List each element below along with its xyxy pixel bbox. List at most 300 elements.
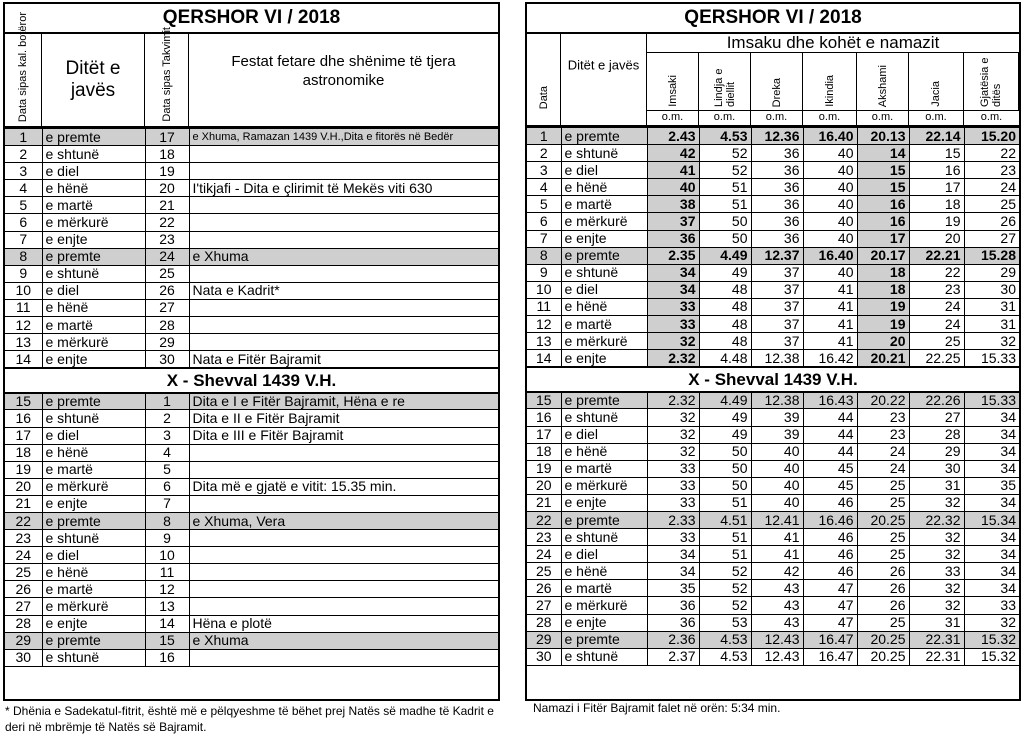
time-cell: 25 [857, 614, 909, 631]
time-cell: 51 [699, 546, 751, 563]
date-cell: 19 [527, 460, 561, 477]
table-row [527, 631, 1019, 648]
date-cell: 7 [5, 231, 42, 248]
calendar-table [5, 128, 498, 667]
time-cell: 32 [909, 597, 964, 614]
time-cell: 46 [803, 546, 857, 563]
time-cell: 15 [857, 179, 909, 196]
table-row [5, 581, 498, 598]
table-row [527, 196, 1019, 213]
table-row [527, 145, 1019, 162]
date-cell: 12 [527, 316, 561, 333]
note-cell [189, 197, 498, 214]
time-cell: 41 [647, 162, 699, 179]
note-cell [189, 214, 498, 231]
weekday-cell: e hënë [561, 443, 647, 460]
time-cell: 12.36 [751, 128, 803, 145]
weekday-cell: e diel [42, 547, 145, 564]
time-cell: 24 [964, 179, 1019, 196]
table-row [5, 393, 498, 410]
unit-label: o.m. [803, 111, 857, 125]
note-cell [189, 547, 498, 564]
weekday-cell: e premte [42, 512, 145, 529]
weekday-cell: e enjte [42, 495, 145, 512]
table-row [527, 350, 1019, 367]
table-row [5, 598, 498, 615]
unit-label: o.m. [857, 111, 909, 125]
date-cell: 14 [527, 350, 561, 367]
weekday-cell: e shtunë [42, 265, 145, 282]
table-row [5, 282, 498, 299]
header-date [527, 34, 561, 125]
time-cell: 32 [964, 333, 1019, 350]
month-separator-label: X - Shevval 1439 V.H. [527, 367, 1019, 392]
note-cell [189, 299, 498, 316]
date-cell: 10 [527, 281, 561, 298]
time-cell: 42 [647, 145, 699, 162]
note-cell: Nata e Fitër Bajramit [189, 351, 498, 368]
time-cell: 52 [699, 145, 751, 162]
table-row [527, 264, 1019, 281]
takvim-date-cell: 27 [145, 299, 189, 316]
takvim-date-cell: 26 [145, 282, 189, 299]
takvim-date-cell: 5 [145, 461, 189, 478]
time-cell: 41 [751, 529, 803, 546]
time-cell: 49 [699, 426, 751, 443]
time-cell: 33 [647, 460, 699, 477]
time-cell: 12.38 [751, 392, 803, 409]
takvim-date-cell: 8 [145, 512, 189, 529]
time-cell: 20.21 [857, 350, 909, 367]
weekday-cell: e premte [42, 393, 145, 410]
time-cell: 4.49 [699, 392, 751, 409]
time-cell: 37 [647, 213, 699, 230]
time-cell: 38 [647, 196, 699, 213]
table-row [5, 530, 498, 547]
header-col-label: Dreka [770, 77, 783, 107]
date-cell: 28 [527, 614, 561, 631]
time-cell: 44 [803, 443, 857, 460]
date-cell: 26 [5, 581, 42, 598]
weekday-cell: e hënë [561, 179, 647, 196]
takvim-date-cell: 12 [145, 581, 189, 598]
date-cell: 6 [5, 214, 42, 231]
time-cell: 20 [857, 333, 909, 350]
time-cell: 30 [909, 460, 964, 477]
note-cell: Nata e Kadrit* [189, 282, 498, 299]
date-cell: 25 [527, 563, 561, 580]
time-cell: 49 [699, 264, 751, 281]
header-col-6 [964, 53, 1019, 111]
month-separator-label: X - Shevval 1439 V.H. [5, 368, 498, 393]
takvim-date-cell: 29 [145, 334, 189, 351]
time-cell: 28 [909, 426, 964, 443]
time-cell: 25 [857, 546, 909, 563]
note-cell [189, 649, 498, 666]
time-cell: 33 [647, 529, 699, 546]
weekday-cell: e shtunë [42, 530, 145, 547]
time-cell: 40 [803, 230, 857, 247]
table-row [527, 648, 1019, 665]
time-cell: 32 [909, 546, 964, 563]
time-cell: 31 [909, 477, 964, 494]
weekday-cell: e shtunë [42, 410, 145, 427]
time-cell: 40 [803, 179, 857, 196]
time-cell: 34 [964, 443, 1019, 460]
takvim-date-cell: 19 [145, 163, 189, 180]
table-row [527, 546, 1019, 563]
date-cell: 19 [5, 461, 42, 478]
time-cell: 40 [647, 179, 699, 196]
table-row [5, 410, 498, 427]
table-row [527, 409, 1019, 426]
takvim-date-cell: 21 [145, 197, 189, 214]
time-cell: 43 [751, 597, 803, 614]
prayer-times-table [527, 127, 1019, 666]
date-cell: 5 [527, 196, 561, 213]
weekday-cell: e diel [42, 282, 145, 299]
weekday-cell: e enjte [42, 615, 145, 632]
time-cell: 26 [964, 213, 1019, 230]
table-row [527, 426, 1019, 443]
time-cell: 51 [699, 494, 751, 511]
date-cell: 29 [5, 632, 42, 649]
time-cell: 24 [909, 298, 964, 315]
prayer-footnote: Namazi i Fitër Bajramit falet në orën: 5:34 min. [533, 701, 781, 715]
time-cell: 2.43 [647, 128, 699, 145]
time-cell: 27 [909, 409, 964, 426]
table-row [5, 299, 498, 316]
header-date-takvim [145, 27, 189, 126]
date-cell: 17 [5, 427, 42, 444]
time-cell: 50 [699, 230, 751, 247]
date-cell: 11 [527, 298, 561, 315]
time-cell: 22.21 [909, 247, 964, 264]
time-cell: 29 [909, 443, 964, 460]
time-cell: 48 [699, 333, 751, 350]
header-group: Imsaku dhe kohët e namazit [647, 34, 1019, 53]
time-cell: 34 [964, 546, 1019, 563]
time-cell: 15 [909, 145, 964, 162]
time-cell: 53 [699, 614, 751, 631]
note-cell [189, 163, 498, 180]
time-cell: 4.49 [699, 247, 751, 264]
weekday-cell: e premte [42, 129, 145, 146]
time-cell: 52 [699, 162, 751, 179]
time-cell: 34 [647, 546, 699, 563]
time-cell: 35 [964, 477, 1019, 494]
time-cell: 15.32 [964, 648, 1019, 665]
month-separator [527, 367, 1019, 392]
weekday-cell: e premte [42, 248, 145, 265]
table-row [527, 477, 1019, 494]
note-cell [189, 530, 498, 547]
time-cell: 50 [699, 443, 751, 460]
time-cell: 37 [751, 298, 803, 315]
weekday-cell: e hënë [42, 180, 145, 197]
prayer-times-header [527, 34, 1019, 127]
time-cell: 23 [857, 426, 909, 443]
header-date-calendar-label: Data sipas kal. botëror [17, 11, 29, 122]
time-cell: 25 [857, 477, 909, 494]
table-row [527, 230, 1019, 247]
unit-label: o.m. [647, 111, 699, 125]
date-cell: 27 [5, 598, 42, 615]
time-cell: 32 [909, 494, 964, 511]
time-cell: 2.32 [647, 350, 699, 367]
time-cell: 50 [699, 477, 751, 494]
note-cell: Dita e II e Fitër Bajramit [189, 410, 498, 427]
time-cell: 25 [909, 333, 964, 350]
time-cell: 16.46 [803, 511, 857, 528]
table-row [5, 461, 498, 478]
time-cell: 23 [857, 409, 909, 426]
weekday-cell: e martë [42, 581, 145, 598]
time-cell: 16.42 [803, 350, 857, 367]
time-cell: 25 [857, 494, 909, 511]
takvim-date-cell: 3 [145, 427, 189, 444]
time-cell: 35 [647, 580, 699, 597]
table-row [5, 248, 498, 265]
time-cell: 33 [647, 298, 699, 315]
weekday-cell: e hënë [42, 564, 145, 581]
weekday-cell: e martë [42, 197, 145, 214]
time-cell: 20 [909, 230, 964, 247]
date-cell: 24 [5, 547, 42, 564]
date-cell: 15 [5, 393, 42, 410]
time-cell: 12.41 [751, 511, 803, 528]
note-cell [189, 444, 498, 461]
calendar-panel [3, 2, 500, 701]
header-col-0 [647, 53, 699, 111]
date-cell: 20 [527, 477, 561, 494]
note-cell: e Xhuma, Ramazan 1439 V.H.,Dita e fitorës në Bedër [189, 129, 498, 146]
time-cell: 47 [803, 614, 857, 631]
time-cell: 34 [647, 563, 699, 580]
time-cell: 46 [803, 529, 857, 546]
time-cell: 12.43 [751, 631, 803, 648]
time-cell: 22.31 [909, 648, 964, 665]
time-cell: 37 [751, 281, 803, 298]
weekday-cell: e premte [561, 247, 647, 264]
time-cell: 40 [751, 477, 803, 494]
header-columns [647, 53, 1019, 125]
takvim-date-cell: 2 [145, 410, 189, 427]
time-cell: 32 [647, 426, 699, 443]
time-cell: 27 [964, 230, 1019, 247]
table-row [527, 128, 1019, 145]
time-cell: 20.25 [857, 648, 909, 665]
header-weekday-label: Ditët e javës [567, 57, 640, 73]
table-row [527, 213, 1019, 230]
time-cell: 31 [964, 316, 1019, 333]
table-row [527, 179, 1019, 196]
table-row [5, 265, 498, 282]
time-cell: 14 [857, 145, 909, 162]
date-cell: 1 [527, 128, 561, 145]
time-cell: 34 [647, 264, 699, 281]
takvim-date-cell: 18 [145, 146, 189, 163]
note-cell [189, 317, 498, 334]
time-cell: 36 [751, 179, 803, 196]
weekday-cell: e hënë [561, 298, 647, 315]
time-cell: 51 [699, 196, 751, 213]
time-cell: 40 [803, 196, 857, 213]
date-cell: 22 [527, 511, 561, 528]
time-cell: 41 [803, 316, 857, 333]
month-separator [5, 368, 498, 393]
time-cell: 16.40 [803, 128, 857, 145]
takvim-date-cell: 22 [145, 214, 189, 231]
time-cell: 36 [751, 230, 803, 247]
header-notes [189, 34, 498, 126]
date-cell: 18 [527, 443, 561, 460]
weekday-cell: e diel [561, 162, 647, 179]
takvim-date-cell: 4 [145, 444, 189, 461]
date-cell: 9 [5, 265, 42, 282]
time-cell: 20.22 [857, 392, 909, 409]
time-cell: 47 [803, 580, 857, 597]
date-cell: 6 [527, 213, 561, 230]
table-row [527, 511, 1019, 528]
takvim-date-cell: 11 [145, 564, 189, 581]
date-cell: 5 [5, 197, 42, 214]
time-cell: 48 [699, 316, 751, 333]
weekday-cell: e mërkurë [561, 477, 647, 494]
weekday-cell: e enjte [42, 231, 145, 248]
weekday-cell: e martë [42, 317, 145, 334]
prayer-times-title: QERSHOR VI / 2018 [527, 4, 1019, 34]
time-cell: 22.26 [909, 392, 964, 409]
takvim-date-cell: 25 [145, 265, 189, 282]
time-cell: 22.31 [909, 631, 964, 648]
unit-label: o.m. [751, 111, 803, 125]
time-cell: 31 [964, 298, 1019, 315]
time-cell: 2.35 [647, 247, 699, 264]
weekday-cell: e enjte [561, 230, 647, 247]
time-cell: 32 [909, 529, 964, 546]
date-cell: 23 [5, 530, 42, 547]
time-cell: 41 [803, 333, 857, 350]
time-cell: 48 [699, 281, 751, 298]
time-cell: 42 [751, 563, 803, 580]
table-row [527, 333, 1019, 350]
time-cell: 26 [857, 580, 909, 597]
weekday-cell: e hënë [42, 444, 145, 461]
date-cell: 30 [527, 648, 561, 665]
time-cell: 23 [964, 162, 1019, 179]
time-cell: 12.43 [751, 648, 803, 665]
time-cell: 32 [647, 333, 699, 350]
time-cell: 2.32 [647, 392, 699, 409]
time-cell: 41 [803, 281, 857, 298]
date-cell: 10 [5, 282, 42, 299]
time-cell: 33 [909, 563, 964, 580]
date-cell: 13 [5, 334, 42, 351]
date-cell: 4 [5, 180, 42, 197]
time-cell: 32 [647, 443, 699, 460]
table-row [5, 649, 498, 666]
weekday-cell: e diel [561, 426, 647, 443]
table-row [5, 512, 498, 529]
time-cell: 51 [699, 179, 751, 196]
note-cell: Hëna e plotë [189, 615, 498, 632]
time-cell: 32 [909, 580, 964, 597]
weekday-cell: e mërkurë [561, 213, 647, 230]
weekday-cell: e premte [42, 632, 145, 649]
takvim-date-cell: 14 [145, 615, 189, 632]
time-cell: 15.32 [964, 631, 1019, 648]
header-weekday-label: Ditët e javës [65, 58, 121, 101]
time-cell: 36 [647, 597, 699, 614]
time-cell: 40 [803, 213, 857, 230]
date-cell: 7 [527, 230, 561, 247]
time-cell: 4.53 [699, 631, 751, 648]
table-row [5, 214, 498, 231]
time-cell: 22.25 [909, 350, 964, 367]
time-cell: 29 [964, 264, 1019, 281]
table-row [527, 529, 1019, 546]
note-cell [189, 564, 498, 581]
time-cell: 51 [699, 529, 751, 546]
time-cell: 25 [857, 529, 909, 546]
time-cell: 2.33 [647, 511, 699, 528]
date-cell: 12 [5, 317, 42, 334]
table-row [5, 632, 498, 649]
time-cell: 18 [857, 264, 909, 281]
takvim-date-cell: 16 [145, 649, 189, 666]
time-cell: 45 [803, 477, 857, 494]
date-cell: 8 [5, 248, 42, 265]
note-cell [189, 581, 498, 598]
note-cell [189, 146, 498, 163]
date-cell: 9 [527, 264, 561, 281]
time-cell: 45 [803, 460, 857, 477]
table-row [5, 317, 498, 334]
time-cell: 40 [803, 264, 857, 281]
date-cell: 30 [5, 649, 42, 666]
date-cell: 2 [527, 145, 561, 162]
time-cell: 19 [857, 316, 909, 333]
weekday-cell: e enjte [561, 494, 647, 511]
takvim-date-cell: 30 [145, 351, 189, 368]
table-row [5, 180, 498, 197]
time-cell: 12.37 [751, 247, 803, 264]
takvim-date-cell: 6 [145, 478, 189, 495]
time-cell: 52 [699, 597, 751, 614]
time-cell: 32 [964, 614, 1019, 631]
header-col-4 [857, 53, 909, 111]
time-cell: 16.40 [803, 247, 857, 264]
time-cell: 33 [964, 597, 1019, 614]
takvim-date-cell: 20 [145, 180, 189, 197]
calendar-title: QERSHOR VI / 2018 [5, 4, 498, 34]
time-cell: 22 [964, 145, 1019, 162]
time-cell: 24 [909, 316, 964, 333]
time-cell: 24 [857, 460, 909, 477]
weekday-cell: e hënë [42, 299, 145, 316]
takvim-date-cell: 1 [145, 393, 189, 410]
time-cell: 46 [803, 494, 857, 511]
time-cell: 39 [751, 409, 803, 426]
time-cell: 24 [857, 443, 909, 460]
table-row [527, 247, 1019, 264]
unit-label: o.m. [909, 111, 964, 125]
table-row [527, 392, 1019, 409]
time-cell: 50 [699, 460, 751, 477]
weekday-cell: e enjte [561, 350, 647, 367]
time-cell: 33 [647, 477, 699, 494]
